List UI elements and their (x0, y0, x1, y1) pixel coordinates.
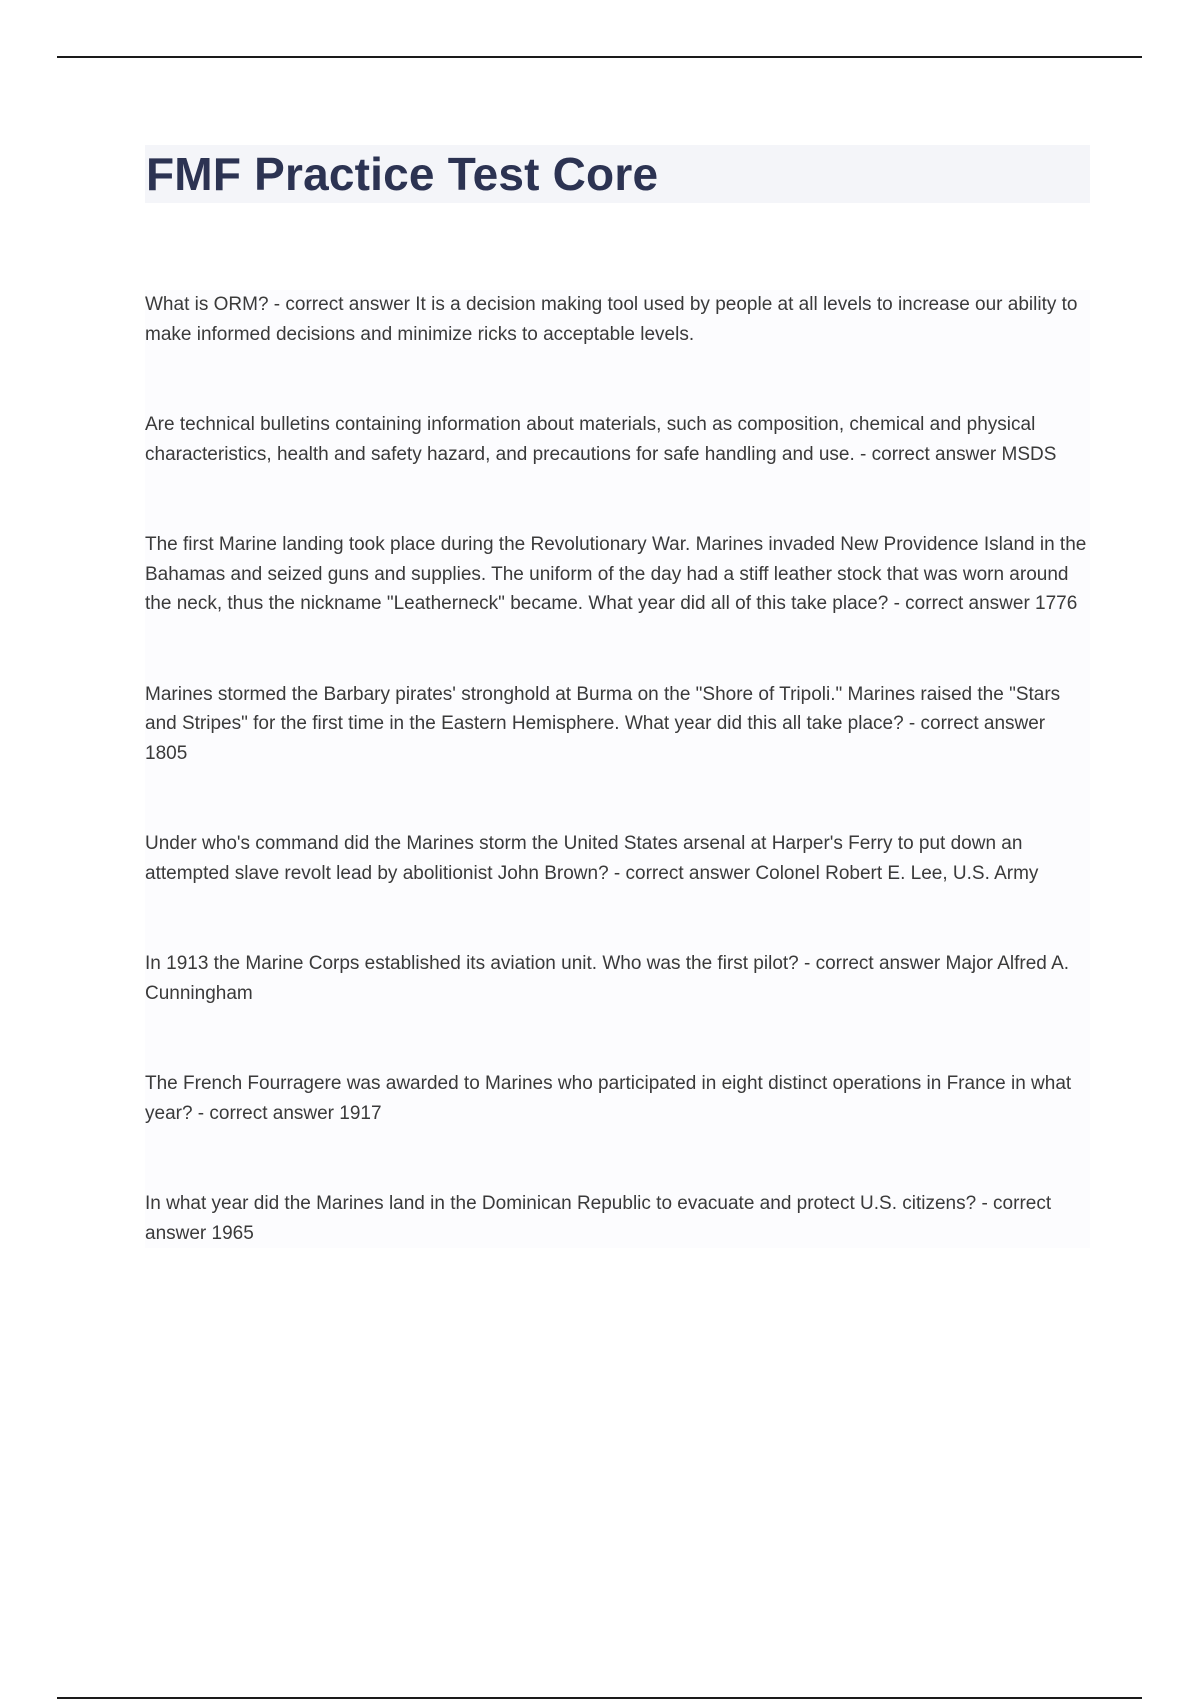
qa-item-msds: Are technical bulletins containing information about materials, such as composition, chemical and physical characteristics, health and safety hazard, and precautions for safe handling and use. - correct answer MSDS (145, 414, 1057, 465)
page-title: FMF Practice Test Core (146, 148, 659, 200)
qa-item-dominican-republic: In what year did the Marines land in the Dominican Republic to evacuate and protect U.S. citizens? - correct answer 1965 (145, 1193, 1052, 1244)
qa-item-orm: What is ORM? - correct answer It is a decision making tool used by people at all levels to increase our ability to make informed decisions and minimize ricks to acceptable levels. (145, 294, 1078, 345)
footer-rule (57, 1697, 1142, 1699)
qa-item-harpers-ferry: Under who's command did the Marines storm the United States arsenal at Harper's Ferry to put down an attempted slave revolt lead by abolitionist John Brown? - correct answer Colonel Robert E. Lee, U.S. Army (145, 833, 1039, 884)
header-rule (57, 56, 1142, 58)
qa-item-tripoli: Marines stormed the Barbary pirates' stronghold at Burma on the "Shore of Tripoli." Marines raised the "Stars and Stripes" for the first time in the Eastern Hemisphere. What year did this all take place? - correct answer 1805 (145, 683, 1061, 764)
qa-item-first-landing: The first Marine landing took place during the Revolutionary War. Marines invaded New Providence Island in the Bahamas and seized guns and supplies. The uniform of the day had a stiff leather stock that was worn around the neck, thus the nickname "Leatherneck" became. What year did all of this take place? - correct answer 1776 (145, 534, 1087, 614)
qa-item-aviation: In 1913 the Marine Corps established its aviation unit. Who was the first pilot? - correct answer Major Alfred A. Cunningham (145, 953, 1070, 1004)
qa-item-fourragere: The French Fourragere was awarded to Marines who participated in eight distinct operations in France in what year? - correct answer 1917 (145, 1073, 1072, 1124)
qa-list (145, 290, 1090, 1248)
